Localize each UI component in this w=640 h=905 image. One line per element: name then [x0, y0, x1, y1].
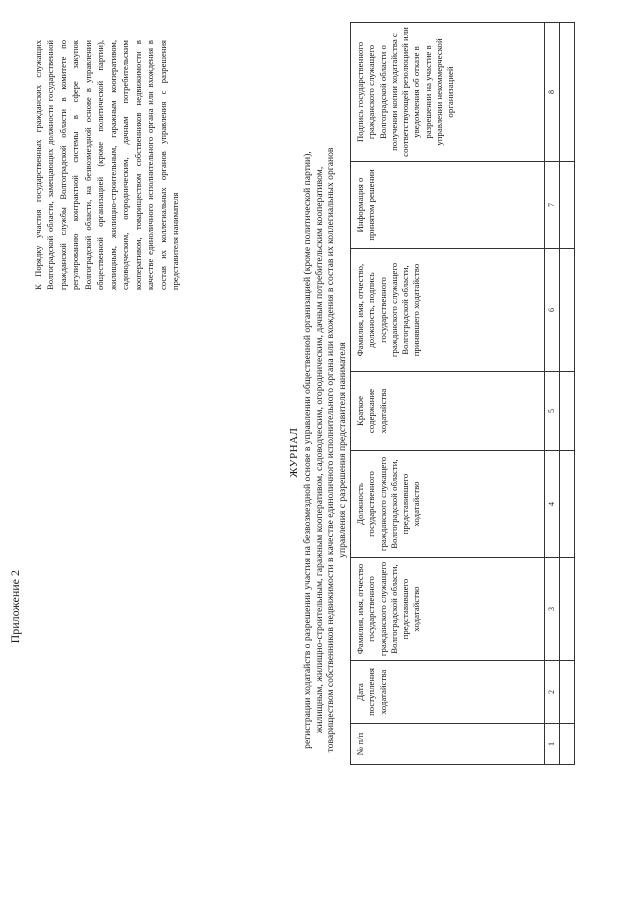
- empty-cell: [560, 249, 575, 372]
- appendix-label: Приложение 2: [8, 570, 22, 644]
- column-number: 1: [545, 724, 560, 765]
- empty-cell: [560, 23, 575, 162]
- empty-cell: [560, 724, 575, 765]
- appendix-reference-text: К Порядку участия государственных гражданских служащих Волгоградской области, замещающих должности государственной гражданской службы Волгоградской области в комитете по регулированию контрактной системы в сфере закупок Волгоградской области, на безвозмездной основе в управлении общественной организацией (кроме политической партии), жилищным, жилищно-строительным, гаражным кооперативом, садоводческим, огородническим, дачным потребительским кооперативом, товариществом собственников недвижимости в качестве единоличного исполнительного органа или вхождения в состав их коллегиальных органов управления с разрешения представителя нанимателя: [33, 40, 180, 290]
- table-empty-row: [560, 23, 575, 765]
- header-cell-summary: Краткое содержание ходатайства: [351, 372, 545, 451]
- table-header-row: [351, 23, 545, 765]
- header-cell-signature: Подпись государственного гражданского служащего Волгоградской области о получении копии ходатайства с соответствующей резолюцией или уведомления об отказе в разрешении на участие в управлении некоммерческой организацией: [351, 23, 545, 162]
- empty-cell: [560, 661, 575, 724]
- column-number: 2: [545, 661, 560, 724]
- empty-cell: [560, 372, 575, 451]
- column-number: 8: [545, 23, 560, 162]
- header-cell-applicant-position: Должность государственного гражданского служащего Волгоградской области, представившего ходатайство: [351, 451, 545, 558]
- header-cell-receiver: Фамилия, имя, отчество, должность, подпись государственного гражданского служащего Волгоградской области, принявшего ходатайство: [351, 249, 545, 372]
- journal-subtitle: регистрации ходатайств о разрешении участия на безвозмездной основе в управлении общественной организацией (кроме политической партии), жилищным, жилищно-строительным, гаражным кооперативом, садоводческим, огородническим, дачным потребительским кооперативом, товариществом собственников недвижимости в качестве единоличного исполнительного органа или вхождения в состав их коллегиальных органов управления с разрешения представителя нанимателя: [302, 147, 349, 753]
- header-cell-decision: Информация о принятом решении: [351, 162, 545, 249]
- column-number: 3: [545, 558, 560, 661]
- table-number-row: [545, 23, 560, 765]
- header-cell-date: Дата поступления ходатайства: [351, 661, 545, 724]
- column-number: 4: [545, 451, 560, 558]
- empty-cell: [560, 162, 575, 249]
- header-cell-applicant-name: Фамилия, имя, отчество государственного гражданского служащего Волгоградской области, представившего ходатайство: [351, 558, 545, 661]
- journal-title: ЖУРНАЛ: [288, 427, 300, 478]
- column-number: 6: [545, 249, 560, 372]
- header-cell-number: № п/п: [351, 724, 545, 765]
- empty-cell: [560, 558, 575, 661]
- column-number: 7: [545, 162, 560, 249]
- journal-table: [350, 22, 575, 765]
- column-number: 5: [545, 372, 560, 451]
- empty-cell: [560, 451, 575, 558]
